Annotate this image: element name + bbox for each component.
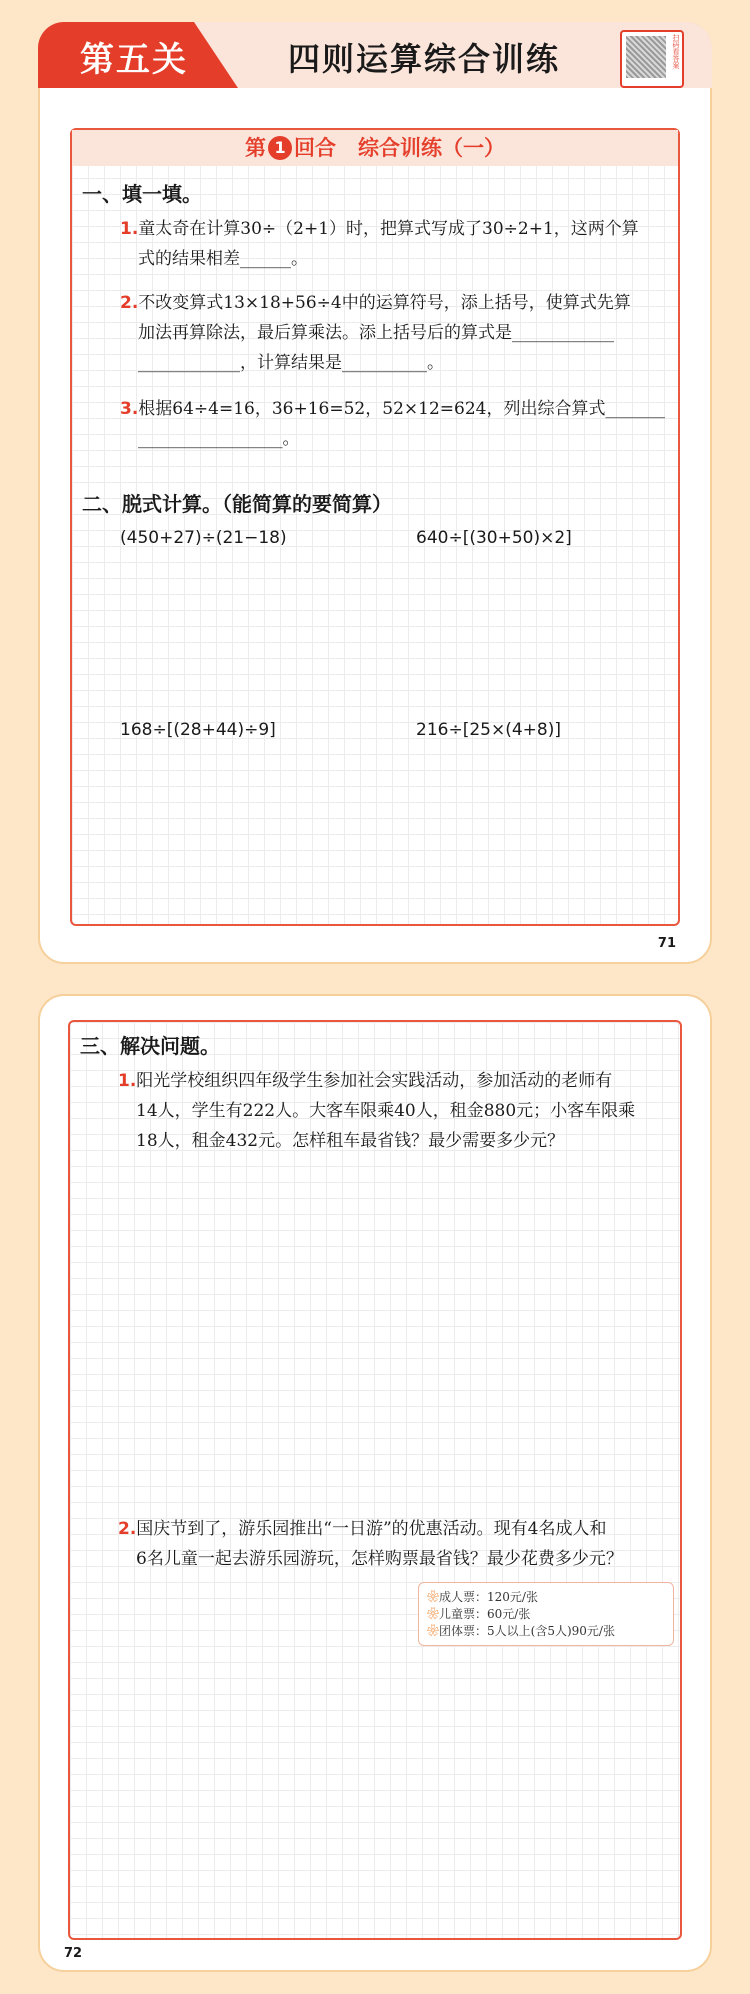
question-text: 18人，租金432元。怎样租车最省钱？最少需要多少元？ [136,1131,565,1151]
round-prefix: 第 [245,136,267,160]
stage-label: 第五关 [80,40,188,80]
flower-bullet-icon: ❀ [427,1624,440,1638]
question-text: 国庆节到了，游乐园推出“一日游”的优惠活动。现有4名成人和 [136,1519,607,1539]
price-adult [427,1589,665,1606]
price-child [427,1606,665,1623]
round-number-badge: 1 [268,136,292,160]
question-number: 2. [118,1519,137,1539]
workbook-page-72 [38,994,712,1972]
page-number: 71 [657,936,676,951]
question-1-1 [120,214,670,274]
question-text: ____________，计算结果是__________。 [138,353,444,373]
round-suffix: 回合 [294,136,337,160]
qr-caption: 扫码看答案 [672,34,680,69]
section-calculation-title: 二、脱式计算。（能简算的要简算） [82,492,392,516]
flower-bullet-icon: ❀ [427,1590,440,1604]
round-title: 综合训练（一） [357,136,505,160]
price-group [427,1623,665,1640]
question-text: 童太奇在计算30÷（2+1）时，把算式写成了30÷2+1，这两个算 [138,219,639,239]
flower-bullet-icon: ❀ [427,1607,440,1621]
question-text: 加法再算除法，最后算乘法。添上括号后的算式是____________ [138,323,614,343]
question-text: 式的结果相差______。 [138,249,308,269]
exercise-panel-1 [70,128,680,926]
question-text: 根据64÷4=16，36+16=52，52×12=624，列出综合算式_______ [138,399,665,419]
question-text: 阳光学校组织四年级学生参加社会实践活动，参加活动的老师有 [136,1071,613,1091]
question-text: 不改变算式13×18+56÷4中的运算符号，添上括号，使算式先算 [138,293,631,313]
ticket-price-box [418,1582,674,1646]
question-number: 1. [118,1071,137,1091]
expression-2: 640÷[(30+50)×2] [416,528,572,548]
question-text: 14人，学生有222人。大客车限乘40人，租金880元；小客车限乘 [136,1101,636,1121]
price-text: 团体票：5人以上(含5人)90元/张 [439,1624,615,1638]
qr-code-icon [626,36,666,78]
expression-4: 216÷[25×(4+8)] [416,720,561,740]
chapter-banner [38,22,712,88]
page-number: 72 [64,1946,83,1961]
round-header [72,130,678,166]
question-1-3 [120,394,670,454]
section-fill-blank-title: 一、填一填。 [82,182,202,206]
exercise-panel-2 [68,1020,682,1940]
expression-3: 168÷[(28+44)÷9] [120,720,276,740]
question-number: 1. [120,219,139,239]
question-1-2 [120,288,670,378]
price-text: 成人票：120元/张 [439,1590,538,1604]
section-problems-title: 三、解决问题。 [80,1034,220,1058]
price-text: 儿童票：60元/张 [439,1607,531,1621]
question-number: 3. [120,399,139,419]
problem-2 [118,1514,674,1574]
question-number: 2. [120,293,139,313]
answer-qr-code[interactable] [620,30,684,88]
question-text: _________________。 [138,429,300,449]
expression-1: (450+27)÷(21−18) [120,528,287,548]
problem-1 [118,1066,674,1156]
question-text: 6名儿童一起去游乐园游玩，怎样购票最省钱？最少花费多少元？ [136,1549,623,1569]
chapter-title: 四则运算综合训练 [288,40,561,78]
workbook-page-71 [38,22,712,964]
